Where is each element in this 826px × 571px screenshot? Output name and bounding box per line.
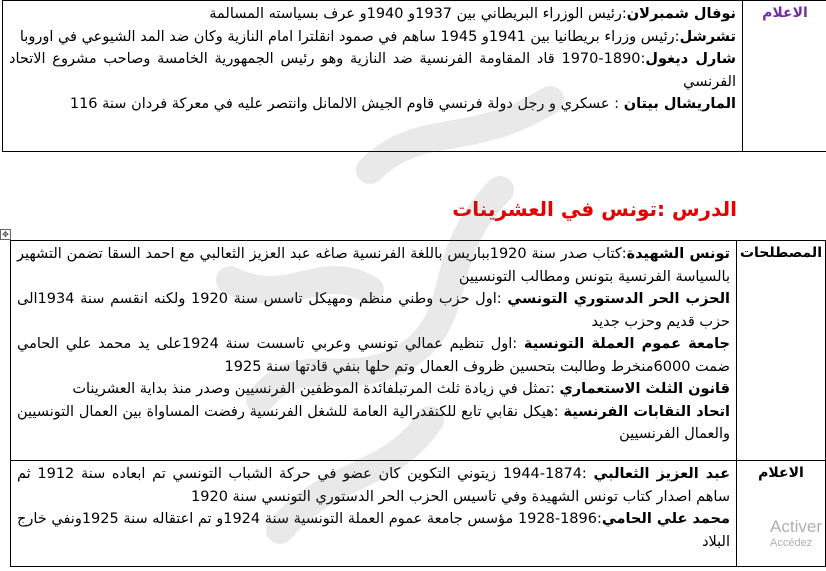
entry-name: الحزب الحر الدستوري التونسي [507,291,730,307]
entry-text: :اول تنظيم عمالي تونسي وعربي تاسست سنة 1924على يد محمد علي الحامي ضمت 6000منخرط وطالبت بتحسين ظروف العمال وتم حلها بنفي قادتها سنة 1925 [17,336,730,375]
entry-text: :هيكل نقابي تابع للكنفدرالية العامة للشغل الفرنسية رفضت المساواة بين العمال التونسيين والعمال الفرنسيين [17,403,730,442]
entry-text: : عسكري و رجل دولة فرنسي قاوم الجيش الالمانل وانتصر عليه في معركة فردان سنة 116 [69,96,624,112]
entry-text: :رئيس وزراء بريطانيا بين 1941و 1945 ساهم في صمود انقلترا امام النازية وكان ضد المد الشيوعي في اوروبا [19,28,680,45]
table-move-handle-icon[interactable]: ✥ [0,229,11,240]
entry-hammi [17,508,730,553]
entry-name: عبد العزيز الثعالبي [593,466,730,482]
entry-churchill [9,26,736,49]
entry-workers-union [17,333,730,378]
entry-de-gaulle [9,48,736,93]
lesson-table [10,240,826,567]
entry-name: جامعة عموم العملة التونسية [523,336,731,352]
entry-name: اتحاد النقابات الفرنسية [563,403,730,420]
entry-chamberlain [9,3,736,26]
entry-name: نوفال شمبرلان [626,6,736,22]
entry-text: :1874-1944 زيتوني التكوين كان عضو في حركة الشباب التونسي تم ابعاده سنة 1912 ثم ساهم اصدار كتاب تونس الشهيدة وفي تاسيس الحزب الحر الدستوري التونسي سنة 1920 [17,466,730,505]
entry-text: :اول حزب وطني منظم ومهيكل تاسس سنة 1920 ولكنه انقسم سنة 1934الى حزب قديم وحزب جديد [17,291,730,330]
people-content-cell [11,461,737,567]
entry-petain [9,93,736,116]
lesson-title: الدرس :تونس في العشرينات [452,197,737,221]
entry-name: تشرشل [679,28,736,45]
figures-term-cell [743,1,826,152]
entry-name: الماريشال بيتان [623,96,736,112]
activation-line-1: Activer [770,517,822,536]
people-term-label: الاعلام [758,465,804,481]
figures-content-cell [3,1,743,152]
entry-name: محمد علي الحامي [601,511,730,527]
entry-text: :1896-1928 مؤسس جامعة عموم العملة التونسية سنة 1924و تم اعتقاله سنة 1925ونفي خارج البلاد [17,511,730,550]
terms-term-label: المصطلحات [739,245,822,261]
entry-thaalbi [17,463,730,508]
entry-tunis-martyr [17,243,730,288]
figures-term-label: الاعلام [762,5,808,21]
entry-destour-party [17,288,730,333]
entry-text: :رئيس الوزراء البريطاني بين 1937و 1940و عرف بسياسته المسالمة [209,6,627,22]
entry-french-unions [17,401,730,446]
people-term-cell [737,461,826,567]
entry-text: :كتاب صدر سنة 1920بباريس باللغة الفرنسية صاغه عبد العزيز الثعالبي مع احمد السقا تضمن التشهير بالسياسة الفرنسية بتونس ومطالب التونسيين [17,246,730,285]
entry-text: :1890-1970 قاد المقاومة الفرنسية ضد النازية وهو رئيس الجمهورية الخامسة وصاحب مشروع الاتحاد الفرنسي [9,51,736,90]
entry-name: تونس الشهيدة [626,246,730,262]
entry-name: شارل ديغول [645,51,736,67]
terms-term-cell [737,241,826,461]
windows-activation-notice [770,517,822,549]
figures-table-top [2,0,826,152]
entry-text: :تمثل في زيادة ثلث المرتبلفائدة الموظفين الفرنسيين وصدر منذ بداية العشرينات [72,381,560,397]
terms-content-cell [11,241,737,461]
entry-colonial-third-law [17,378,730,401]
entry-name: قانون الثلث الاستعماري [559,381,730,397]
activation-line-2: Accédez [770,537,813,549]
